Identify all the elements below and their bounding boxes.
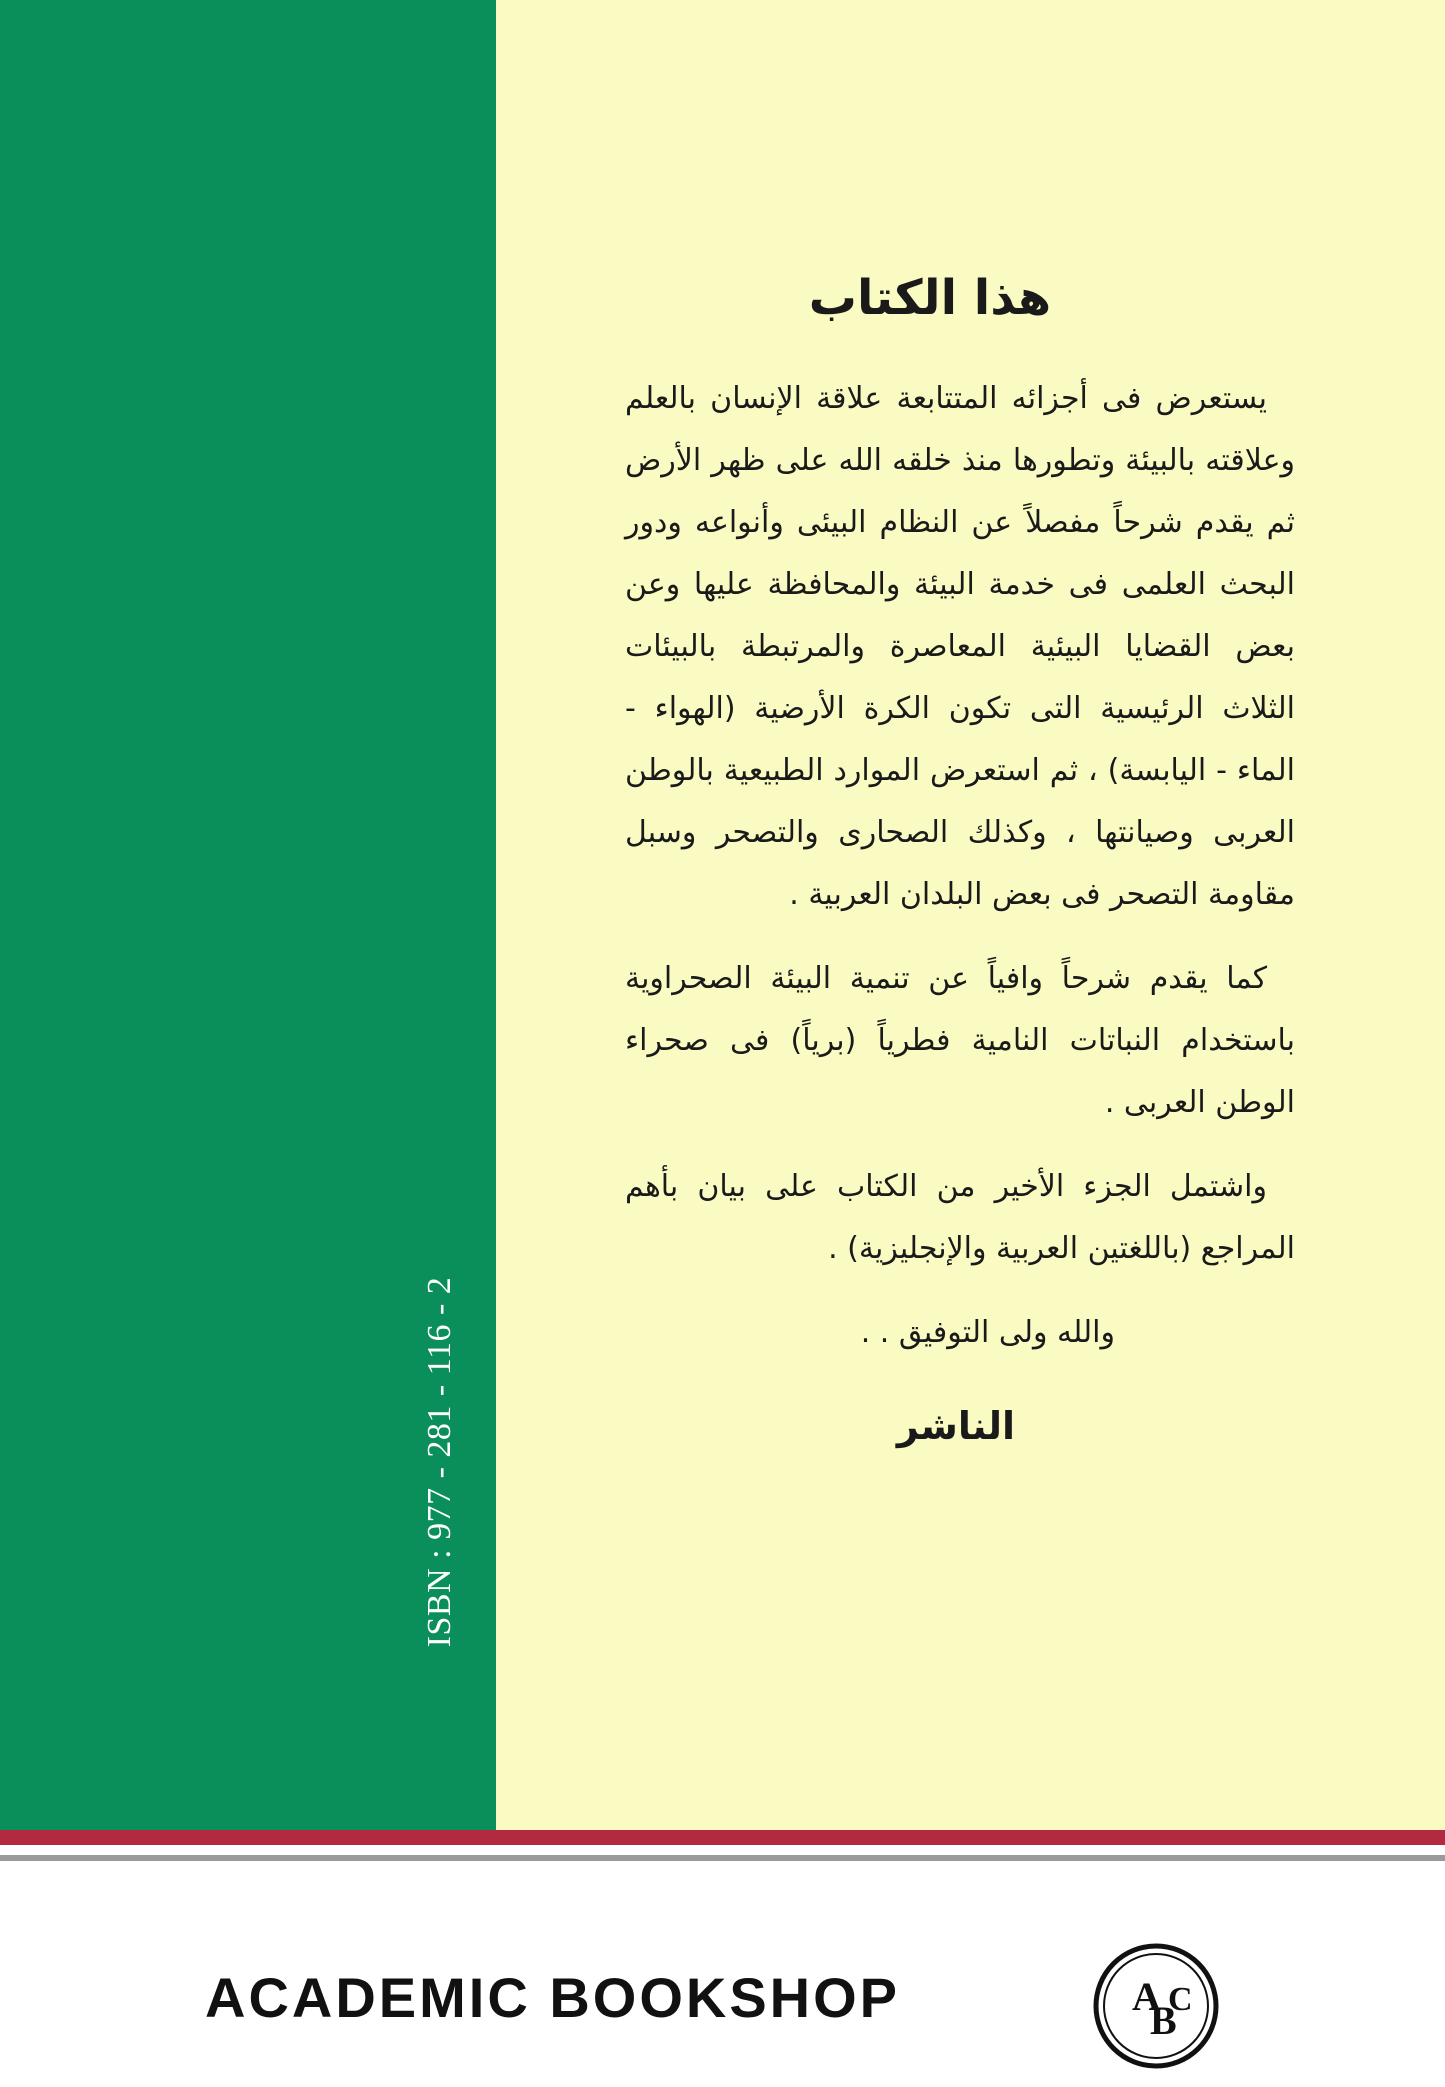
red-divider-stripe xyxy=(0,1830,1445,1845)
svg-text:B: B xyxy=(1150,1998,1177,2043)
svg-text:A: A xyxy=(1132,1974,1161,2019)
paragraph-intro: يستعرض فى أجزائه المتتابعة علاقة الإنسان بالعلم وعلاقته بالبيئة وتطورها منذ خلقه الله على ظهر الأرض ثم يقدم شرحاً مفصلاً عن النظام البيئى وأنواعه ودور البحث العلمى فى خدمة البيئة والمحافظة عليها وعن بعض القضايا البيئية المعاصرة والمرتبطة بالبيئات الثلاث الرئيسية التى تكون الكرة الأرضية (الهواء - الماء - اليابسة) ، ثم استعرض الموارد الطبيعية بالوطن العربى وصيانتها ، وكذلك الصحارى والتصحر وسبل مقاومة التصحر فى بعض البلدان العربية . xyxy=(625,381,1295,912)
svg-text:C: C xyxy=(1168,1981,1193,2018)
closing-line: والله ولى التوفيق . . xyxy=(860,1315,1115,1350)
about-book-heading: هذا الكتاب xyxy=(808,270,1052,326)
description-block xyxy=(625,270,1295,1448)
isbn-number: ISBN : 977 - 281 - 116 - 2 xyxy=(421,1276,458,1648)
publisher-logo-icon xyxy=(1092,1942,1220,2070)
green-spine-band xyxy=(0,0,496,1830)
publisher-signature: الناشر xyxy=(896,1404,1015,1448)
publisher-name: ACADEMIC BOOKSHOP xyxy=(205,1966,901,2029)
paragraph-references: واشتمل الجزء الأخير من الكتاب على بيان بأهم المراجع (باللغتين العربية والإنجليزية) . xyxy=(625,1169,1295,1266)
paragraph-desert: كما يقدم شرحاً وافياً عن تنمية البيئة الصحراوية باستخدام النباتات النامية فطرياً (برياً) فى صحراء الوطن العربى . xyxy=(625,961,1295,1120)
